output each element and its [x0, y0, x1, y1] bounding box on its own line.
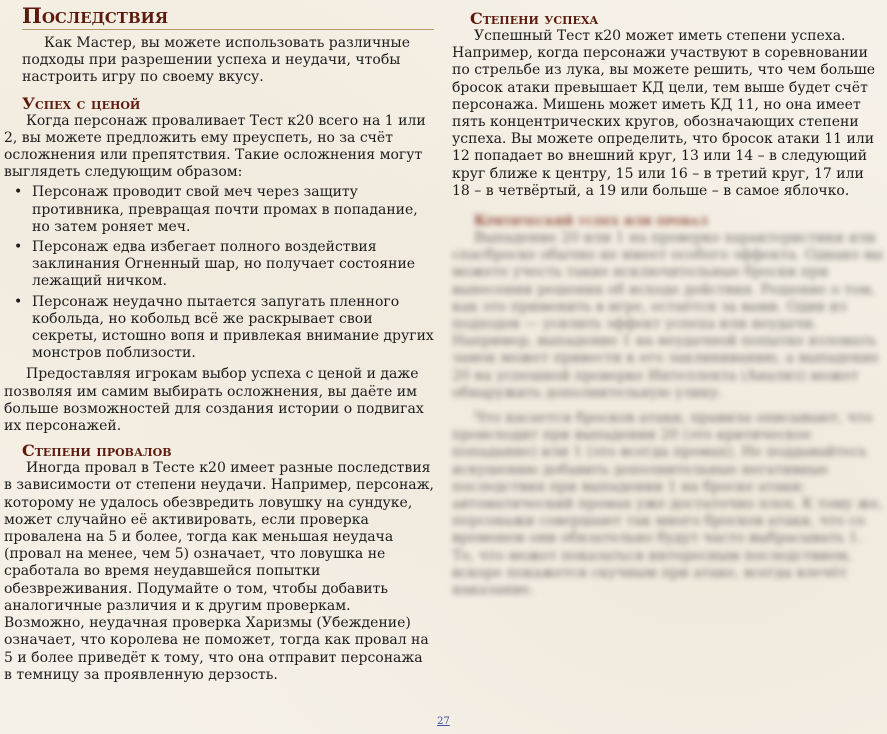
right-column	[452, 0, 884, 599]
list-item: • Персонаж неудачно пытается запугать пленного кобольда, но кобольд всё же раскрывает свои секреты, истошно вопя и привлекая внимание других монстров поблизости.	[32, 294, 434, 363]
intro-paragraph: Как Мастер, вы можете использовать различные подходы при разрешении успеха и неудачи, чтобы настроить игру по своему вкусу.	[22, 35, 410, 86]
page-number[interactable]: 27	[437, 716, 450, 727]
critical-paragraph-2: Что касается бросков атаки, правила описывают, что происходит при выпадении 20 (это критическое попадание) или 1 (это всегда промах). Не поддавайтесь искушению добавить дополнительные негативные последствия при выпадении 1 на броске атаки: автоматический промах уже достаточно плох. К тому же, персонажи совершают так много бросков атаки, что со временем они обязательно будут часто выбрасывать 1. То, что может показаться интересным последствием, вскоре покажется скучным при атаке, всегда влечёт наказание.	[452, 410, 883, 599]
success-at-cost-closing: Предоставляя игрокам выбор успеха с ценой и даже позволяя им самим выбирать осложнения, вы даёте им больше возможностей для создания истории о подвигах их персонажей.	[4, 366, 424, 435]
left-column	[4, 0, 434, 684]
heading-success-at-cost: Успех с ценой	[22, 93, 141, 113]
success-at-cost-paragraph: Когда персонаж проваливает Тест к20 всего на 1 или 2, вы можете предложить ему преуспеть, но за счёт осложнения или препятствия. Такие осложнения могут выглядеть следующим образом:	[4, 112, 426, 181]
blurred-section	[452, 212, 884, 599]
heading-degrees-of-failure: Степени провалов	[22, 441, 172, 461]
heading-degrees-of-success: Степени успеха	[470, 9, 599, 28]
complication-list	[4, 184, 434, 362]
page-title: Последствия	[22, 4, 434, 30]
critical-paragraph-1: Выпадение 20 или 1 на проверке характеристики или спасброске обычно не имеет особого эффекта. Однако вы можете учесть такие исключительные броски при вынесении решения об исходе действия. Решение о том, как это применить в игре, остаётся за вами. Один из подходов — усилить эффект успеха или неудачи. Например, выпадение 1 на неудачной попытке взломать замок может привести к его заклиниванию, а выпадение 20 на успешной проверке Интеллекта (Анализ) может обнаружить дополнительную улику.	[452, 230, 884, 401]
degrees-of-failure-paragraph: Иногда провал в Тесте к20 имеет разные последствия в зависимости от степени неудачи. Например, персонаж, которому не удалось обезвредить ловушку на сундуке, может случайно её активировать, если проверка провалена на 5 и более, тогда как меньшая неудача (провал на менее, чем 5) означает, что ловушка не сработала во время неудавшейся попытки обезвреживания. Подумайте о том, чтобы добавить аналогичные различия и к другим проверкам. Возможно, неудачная проверка Харизмы (Убеждение) означает, что королева не поможет, тогда как провал на 5 и более приведёт к тому, что она отправит персонажа в темницу за проявленную дерзость.	[4, 460, 434, 683]
degrees-of-success-paragraph: Успешный Тест к20 может иметь степени успеха. Например, когда персонажи участвуют в соревновании по стрельбе из лука, вы можете решить, что чем больше бросок атаки превышает КД цели, тем выше будет счёт персонажа. Мишень может иметь КД 11, но она имеет пять концентрических кругов, обозначающих степени успеха. Вы можете определить, что бросок атаки 11 или 12 попадает во внешний круг, 13 или 14 – в следующий круг ближе к центру, 15 или 16 – в третий круг, 17 или 18 – в четвёртый, а 19 или больше – в самое яблочко.	[452, 28, 876, 199]
heading-critical: Критический успех или провал	[474, 213, 708, 230]
list-item: • Персонаж проводит свой меч через защиту противника, превращая почти промах в попадание, но затем роняет меч.	[32, 184, 434, 236]
list-item: • Персонаж едва избегает полного воздействия заклинания Огненный шар, но получает состояние лежащий ничком.	[32, 239, 434, 291]
